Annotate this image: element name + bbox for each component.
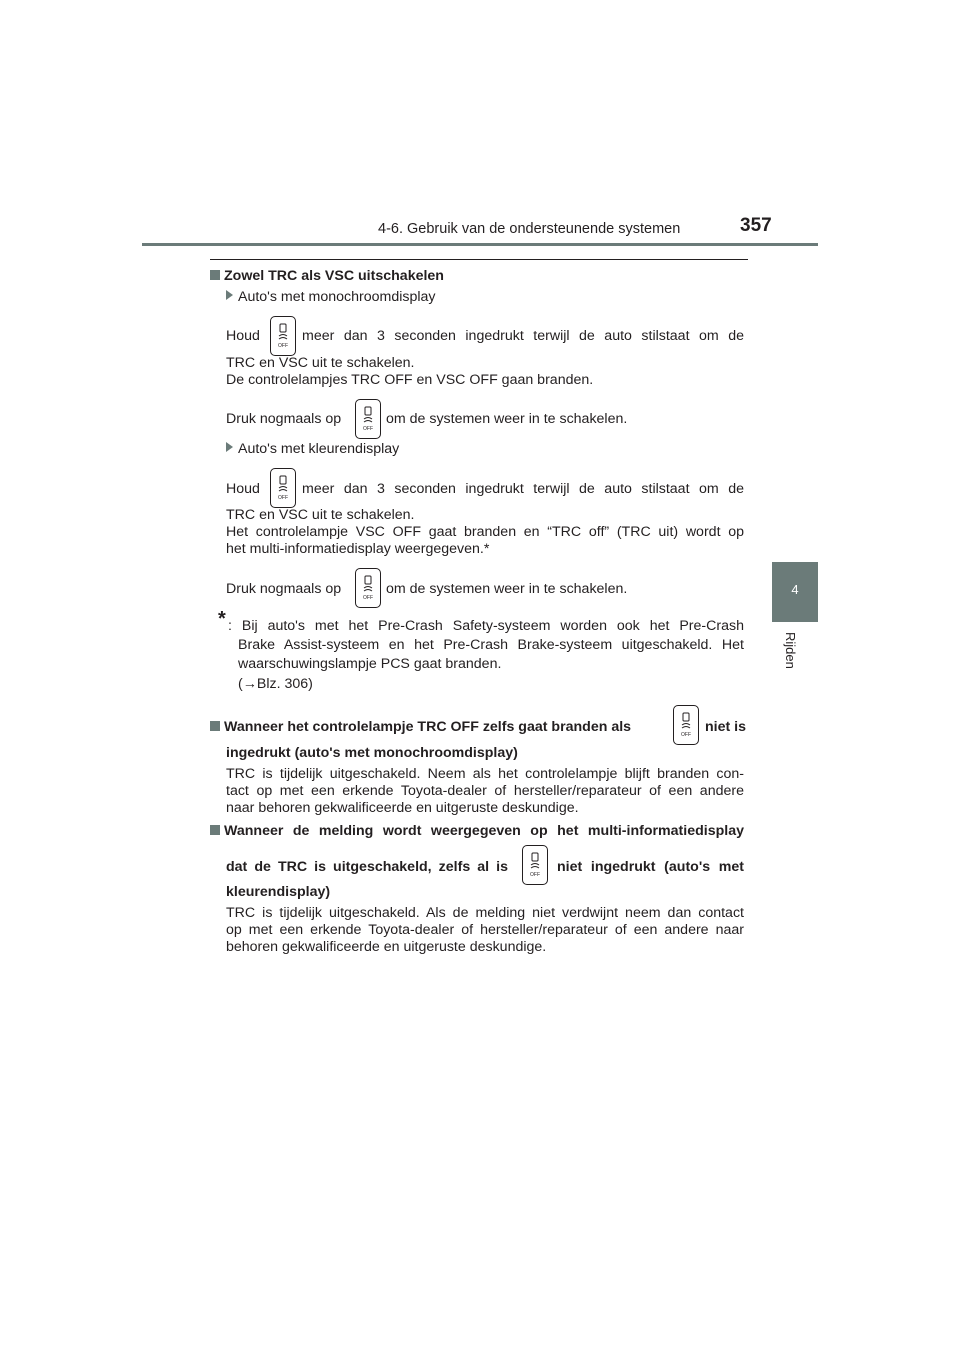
- chapter-number: 4: [791, 582, 799, 597]
- section3-heading-line3: kleurendisplay): [226, 884, 331, 900]
- subheading-mono: Auto's met monochroomdisplay: [226, 289, 435, 306]
- subheading-color: Auto's met kleurendisplay: [226, 441, 399, 458]
- chapter-label: Rijden: [783, 632, 798, 669]
- vsc-off-button-icon: [522, 845, 548, 885]
- mono-hold-prefix: Houd: [226, 328, 260, 344]
- page-number: 357: [740, 215, 772, 236]
- section3-body-line1: TRC is tijdelijk uitgeschakeld. Als de melding niet verdwijnt neem dan contact: [226, 905, 744, 921]
- svg-text:OFF: OFF: [278, 343, 288, 349]
- color-press-prefix: Druk nogmaals op: [226, 581, 342, 597]
- mono-press-prefix: Druk nogmaals op: [226, 411, 342, 427]
- section2-body-line1: TRC is tijdelijk uitgeschakeld. Neem als het controlelampje blijft branden con-: [226, 766, 744, 782]
- section3-heading-line1: Wanneer de melding wordt weergegeven op het multi-informatiedisplay: [210, 823, 744, 840]
- section3-body-line2: op met een erkende Toyota-dealer of hersteller/reparateur of een andere naar: [226, 922, 744, 938]
- svg-text:OFF: OFF: [530, 872, 540, 878]
- square-bullet-icon: [210, 825, 220, 835]
- color-lamp-line2: het multi-informatiedisplay weergegeven.*: [226, 541, 490, 557]
- section-title: 4-6. Gebruik van de ondersteunende systemen: [378, 221, 681, 237]
- color-press-suffix: om de systemen weer in te schakelen.: [386, 581, 628, 597]
- vsc-off-button-icon: [355, 568, 381, 608]
- section3-heading-prefix: dat de TRC is uitgeschakeld, zelfs al is: [226, 859, 508, 875]
- section2-heading-line2: ingedrukt (auto's met monochroomdisplay): [226, 745, 518, 761]
- mono-hold-line2: TRC en VSC uit te schakelen.: [226, 355, 415, 371]
- section-heading-trc-vsc: Zowel TRC als VSC uitschakelen: [210, 268, 444, 285]
- svg-text:OFF: OFF: [363, 426, 373, 432]
- section2-body-line3: naar behoren gekwalificeerde en uitgeruste deskundige.: [226, 800, 579, 816]
- mono-hold-suffix: meer dan 3 seconden ingedrukt terwijl de auto stilstaat om de: [302, 328, 744, 344]
- chapter-tab: [772, 562, 818, 622]
- header-divider: [142, 243, 818, 246]
- color-hold-suffix: meer dan 3 seconden ingedrukt terwijl de auto stilstaat om de: [302, 481, 744, 497]
- triangle-bullet-icon: [226, 290, 233, 300]
- footnote-line4: (→Blz. 306): [238, 676, 313, 692]
- svg-text:OFF: OFF: [363, 595, 373, 601]
- vsc-off-button-icon: [270, 468, 296, 508]
- vsc-off-button-icon: [270, 316, 296, 356]
- color-lamp-line1: Het controlelampje VSC OFF gaat branden en “TRC off” (TRC uit) wordt op: [226, 524, 744, 540]
- square-bullet-icon: [210, 721, 220, 731]
- content-divider: [210, 259, 748, 260]
- mono-lamps: De controlelampjes TRC OFF en VSC OFF gaan branden.: [226, 372, 594, 388]
- svg-text:OFF: OFF: [681, 732, 691, 738]
- footnote-line3: waarschuwingslampje PCS gaat branden.: [238, 656, 502, 672]
- triangle-bullet-icon: [226, 442, 233, 452]
- section2-body-line2: tact op met een erkende Toyota-dealer of hersteller/reparateur of een andere: [226, 783, 744, 799]
- color-hold-line2: TRC en VSC uit te schakelen.: [226, 507, 415, 523]
- mono-press-suffix: om de systemen weer in te schakelen.: [386, 411, 628, 427]
- footnote-line2: Brake Assist-systeem en het Pre-Crash Brake-systeem uitgeschakeld. Het: [238, 637, 744, 653]
- footnote-line1: : Bij auto's met het Pre-Crash Safety-systeem worden ook het Pre-Crash: [228, 618, 744, 634]
- color-hold-prefix: Houd: [226, 481, 260, 497]
- section3-heading-suffix: niet ingedrukt (auto's met: [557, 859, 744, 875]
- vsc-off-button-icon: [673, 705, 699, 745]
- section2-heading-suffix: niet is: [705, 719, 746, 735]
- footnote-marker: *: [218, 608, 226, 630]
- section2-heading-line1: Wanneer het controlelampje TRC OFF zelfs gaat branden als: [210, 719, 631, 736]
- section3-body-line3: behoren gekwalificeerde en uitgeruste deskundige.: [226, 939, 547, 955]
- svg-text:OFF: OFF: [278, 495, 288, 501]
- square-bullet-icon: [210, 270, 220, 280]
- vsc-off-button-icon: [355, 399, 381, 439]
